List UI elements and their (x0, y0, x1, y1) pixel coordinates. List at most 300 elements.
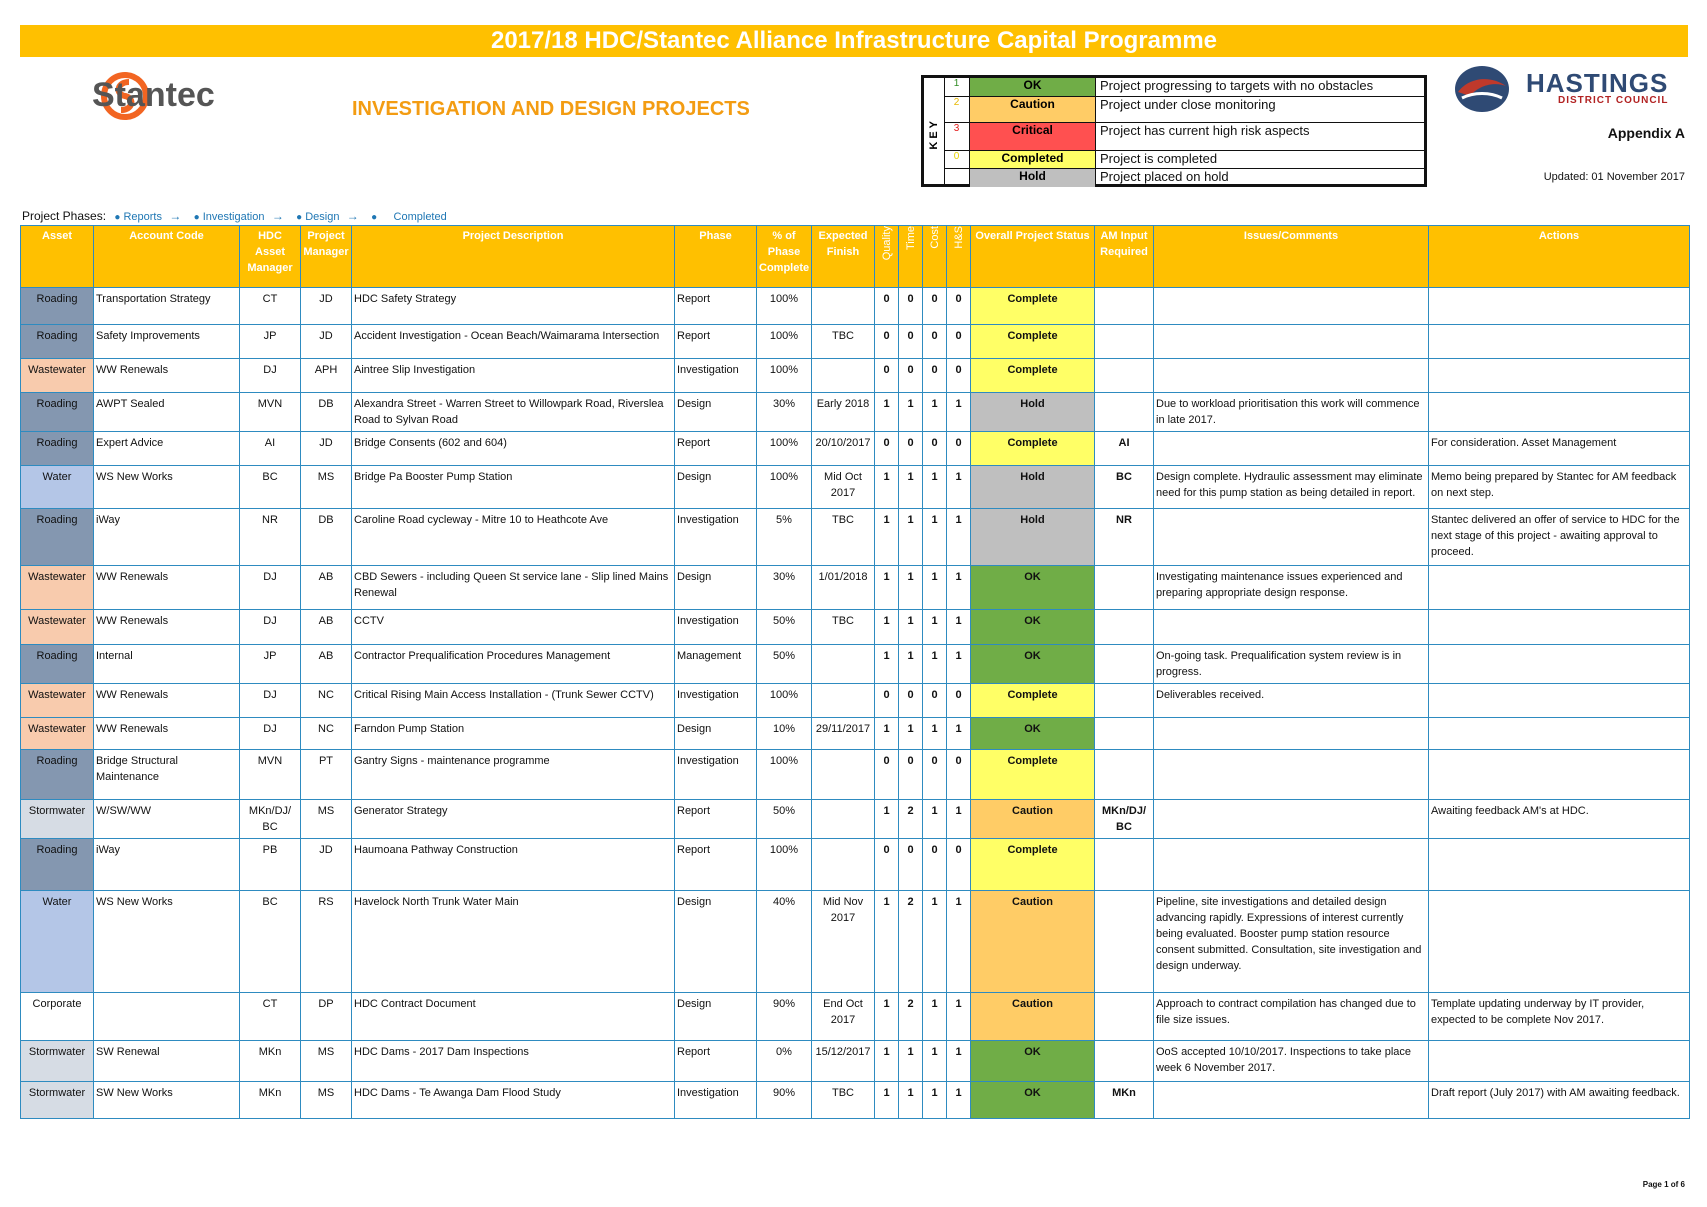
project-manager-cell: DB (301, 509, 352, 566)
hs-indicator: 1 (947, 466, 971, 509)
cost-indicator: 1 (923, 1082, 947, 1119)
description-cell: Accident Investigation - Ocean Beach/Waimarama Intersection (352, 325, 675, 359)
phase-cell: Report (675, 800, 757, 839)
time-indicator: 1 (899, 466, 923, 509)
asset-cell: Roading (21, 750, 94, 800)
account-cell: iWay (94, 509, 240, 566)
cost-indicator: 0 (923, 359, 947, 393)
status-cell: Hold (971, 509, 1095, 566)
hs-indicator: 0 (947, 750, 971, 800)
account-cell: AWPT Sealed (94, 393, 240, 432)
actions-cell (1429, 393, 1690, 432)
actions-cell: Template updating underway by IT provider, expected to be complete Nov 2017. (1429, 993, 1690, 1041)
actions-cell (1429, 645, 1690, 684)
asset-cell: Stormwater (21, 800, 94, 839)
am-input-cell: MKn (1095, 1082, 1154, 1119)
am-input-cell (1095, 891, 1154, 993)
key-side-label: KEY (924, 78, 945, 184)
description-cell: HDC Dams - 2017 Dam Inspections (352, 1041, 675, 1082)
asset-cell: Corporate (21, 993, 94, 1041)
arrow-right-icon: → (346, 209, 359, 223)
issues-cell (1154, 359, 1429, 393)
cost-indicator: 1 (923, 1041, 947, 1082)
key-desc: Project progressing to targets with no obstacles (1100, 78, 1374, 93)
hdc-manager-cell: DJ (240, 610, 301, 645)
cost-indicator: 1 (923, 610, 947, 645)
table-row (21, 1041, 1690, 1082)
finish-cell (812, 839, 875, 891)
hs-indicator: 1 (947, 1082, 971, 1119)
status-cell: Caution (971, 800, 1095, 839)
am-input-cell (1095, 684, 1154, 718)
am-input-cell (1095, 645, 1154, 684)
cost-indicator: 1 (923, 566, 947, 610)
key-row-critical (944, 123, 1427, 151)
actions-cell (1429, 288, 1690, 325)
table-row (21, 800, 1690, 839)
percent-cell: 30% (757, 566, 812, 610)
key-row-caution (944, 97, 1427, 123)
issues-cell (1154, 839, 1429, 891)
phase-cell: Investigation (675, 610, 757, 645)
finish-cell (812, 684, 875, 718)
description-cell: HDC Safety Strategy (352, 288, 675, 325)
account-cell: Bridge Structural Maintenance (94, 750, 240, 800)
bullet-icon: ● (193, 212, 200, 223)
account-cell: Internal (94, 645, 240, 684)
hs-indicator: 1 (947, 891, 971, 993)
asset-cell: Water (21, 466, 94, 509)
finish-cell (812, 359, 875, 393)
account-cell: WW Renewals (94, 610, 240, 645)
time-indicator: 0 (899, 839, 923, 891)
table-row (21, 891, 1690, 993)
percent-cell: 50% (757, 800, 812, 839)
percent-cell: 100% (757, 359, 812, 393)
actions-cell (1429, 325, 1690, 359)
am-input-cell (1095, 325, 1154, 359)
time-indicator: 1 (899, 645, 923, 684)
asset-cell: Roading (21, 509, 94, 566)
key-status: Critical (970, 123, 1096, 150)
key-status: Caution (970, 97, 1096, 122)
hs-indicator: 0 (947, 359, 971, 393)
table-body (21, 288, 1690, 1119)
am-input-cell: BC (1095, 466, 1154, 509)
arrow-right-icon: → (169, 209, 182, 223)
time-indicator: 2 (899, 800, 923, 839)
hdc-manager-cell: BC (240, 891, 301, 993)
col-issues: Issues/Comments (1154, 226, 1429, 288)
status-key (921, 75, 1427, 187)
time-indicator: 1 (899, 610, 923, 645)
percent-cell: 0% (757, 1041, 812, 1082)
table-row (21, 750, 1690, 800)
hs-indicator: 1 (947, 393, 971, 432)
am-input-cell (1095, 839, 1154, 891)
phase-cell: Design (675, 566, 757, 610)
description-cell: Alexandra Street - Warren Street to Willowpark Road, Riverslea Road to Sylvan Road (352, 393, 675, 432)
description-cell: Contractor Prequalification Procedures Management (352, 645, 675, 684)
percent-cell: 10% (757, 718, 812, 750)
asset-cell: Water (21, 891, 94, 993)
description-cell: HDC Contract Document (352, 993, 675, 1041)
project-manager-cell: JD (301, 288, 352, 325)
cost-indicator: 1 (923, 993, 947, 1041)
hdc-manager-cell: NR (240, 509, 301, 566)
actions-cell: For consideration. Asset Management (1429, 432, 1690, 466)
issues-cell (1154, 610, 1429, 645)
description-cell: Critical Rising Main Access Installation - (Trunk Sewer CCTV) (352, 684, 675, 718)
cost-indicator: 0 (923, 839, 947, 891)
cost-indicator: 1 (923, 466, 947, 509)
cost-indicator: 1 (923, 645, 947, 684)
council-subtitle: DISTRICT COUNCIL (1558, 95, 1669, 106)
cost-indicator: 1 (923, 393, 947, 432)
description-cell: CBD Sewers - including Queen St service lane - Slip lined Mains Renewal (352, 566, 675, 610)
status-cell: Hold (971, 393, 1095, 432)
project-manager-cell: RS (301, 891, 352, 993)
percent-cell: 50% (757, 610, 812, 645)
table-row (21, 718, 1690, 750)
am-input-cell: NR (1095, 509, 1154, 566)
percent-cell: 100% (757, 325, 812, 359)
quality-indicator: 0 (875, 325, 899, 359)
quality-indicator: 1 (875, 509, 899, 566)
account-cell: Safety Improvements (94, 325, 240, 359)
cost-indicator: 0 (923, 432, 947, 466)
finish-cell: Mid Nov 2017 (812, 891, 875, 993)
description-cell: Farndon Pump Station (352, 718, 675, 750)
actions-cell (1429, 839, 1690, 891)
key-desc: Project has current high risk aspects (1100, 123, 1310, 138)
am-input-cell: MKn/DJ/ BC (1095, 800, 1154, 839)
am-input-cell (1095, 718, 1154, 750)
am-input-cell (1095, 610, 1154, 645)
asset-cell: Wastewater (21, 359, 94, 393)
phase-cell: Investigation (675, 359, 757, 393)
status-cell: Hold (971, 466, 1095, 509)
cost-indicator: 1 (923, 800, 947, 839)
status-cell: OK (971, 1082, 1095, 1119)
time-indicator: 0 (899, 325, 923, 359)
table-row (21, 509, 1690, 566)
finish-cell: 20/10/2017 (812, 432, 875, 466)
hs-indicator: 0 (947, 325, 971, 359)
table-row (21, 325, 1690, 359)
col-project-manager: Project Manager (301, 226, 352, 288)
phase-cell: Investigation (675, 684, 757, 718)
key-row-ok (944, 78, 1427, 97)
status-cell: Caution (971, 993, 1095, 1041)
issues-cell: Design complete. Hydraulic assessment may eliminate need for this pump station as being detailed in report. (1154, 466, 1429, 509)
finish-cell: TBC (812, 1082, 875, 1119)
finish-cell (812, 645, 875, 684)
table-row (21, 359, 1690, 393)
account-cell: WS New Works (94, 891, 240, 993)
issues-cell: OoS accepted 10/10/2017. Inspections to take place week 6 November 2017. (1154, 1041, 1429, 1082)
finish-cell: 29/11/2017 (812, 718, 875, 750)
actions-cell: Memo being prepared by Stantec for AM feedback on next step. (1429, 466, 1690, 509)
status-cell: Complete (971, 839, 1095, 891)
percent-cell: 40% (757, 891, 812, 993)
hdc-manager-cell: MVN (240, 393, 301, 432)
finish-cell (812, 288, 875, 325)
key-num: 3 (944, 123, 970, 150)
percent-cell: 100% (757, 839, 812, 891)
col-am-input: AM Input Required (1095, 226, 1154, 288)
cost-indicator: 0 (923, 325, 947, 359)
finish-cell (812, 750, 875, 800)
hdc-manager-cell: DJ (240, 566, 301, 610)
actions-cell (1429, 718, 1690, 750)
hs-indicator: 1 (947, 993, 971, 1041)
hs-indicator: 0 (947, 432, 971, 466)
hs-indicator: 1 (947, 800, 971, 839)
account-cell: WW Renewals (94, 359, 240, 393)
percent-cell: 30% (757, 393, 812, 432)
issues-cell (1154, 800, 1429, 839)
quality-indicator: 1 (875, 610, 899, 645)
key-num: 2 (944, 97, 970, 122)
description-cell: HDC Dams - Te Awanga Dam Flood Study (352, 1082, 675, 1119)
project-manager-cell: NC (301, 684, 352, 718)
phase-cell: Design (675, 718, 757, 750)
issues-cell: Deliverables received. (1154, 684, 1429, 718)
account-cell: W/SW/WW (94, 800, 240, 839)
project-manager-cell: MS (301, 466, 352, 509)
status-cell: OK (971, 566, 1095, 610)
appendix-label: Appendix A (1607, 125, 1685, 141)
phase-cell: Design (675, 393, 757, 432)
asset-cell: Roading (21, 393, 94, 432)
col-phase: Phase (675, 226, 757, 288)
description-cell: Generator Strategy (352, 800, 675, 839)
bullet-icon: ● (371, 212, 378, 223)
table-row (21, 393, 1690, 432)
col-percent-complete: % of Phase Complete (757, 226, 812, 288)
actions-cell: Draft report (July 2017) with AM awaiting feedback. (1429, 1082, 1690, 1119)
project-manager-cell: DB (301, 393, 352, 432)
actions-cell (1429, 891, 1690, 993)
hs-indicator: 1 (947, 645, 971, 684)
am-input-cell (1095, 750, 1154, 800)
status-cell: OK (971, 645, 1095, 684)
table-row (21, 432, 1690, 466)
account-cell: SW Renewal (94, 1041, 240, 1082)
finish-cell: Early 2018 (812, 393, 875, 432)
hdc-manager-cell: JP (240, 325, 301, 359)
cost-indicator: 1 (923, 718, 947, 750)
percent-cell: 50% (757, 645, 812, 684)
key-status: Hold (970, 169, 1096, 187)
time-indicator: 1 (899, 509, 923, 566)
quality-indicator: 0 (875, 684, 899, 718)
col-time: Time (899, 226, 923, 288)
percent-cell: 100% (757, 432, 812, 466)
page-subtitle: INVESTIGATION AND DESIGN PROJECTS (352, 98, 750, 120)
issues-cell (1154, 718, 1429, 750)
asset-cell: Roading (21, 839, 94, 891)
hdc-manager-cell: MKn (240, 1041, 301, 1082)
hdc-manager-cell: DJ (240, 359, 301, 393)
description-cell: Havelock North Trunk Water Main (352, 891, 675, 993)
project-manager-cell: JD (301, 325, 352, 359)
asset-cell: Roading (21, 432, 94, 466)
status-cell: Complete (971, 432, 1095, 466)
description-cell: CCTV (352, 610, 675, 645)
table-row (21, 645, 1690, 684)
quality-indicator: 1 (875, 645, 899, 684)
phase-investigation: Investigation (202, 211, 265, 223)
table-row (21, 466, 1690, 509)
col-expected-finish: Expected Finish (812, 226, 875, 288)
table-row (21, 1082, 1690, 1119)
time-indicator: 1 (899, 718, 923, 750)
project-manager-cell: AB (301, 610, 352, 645)
phase-cell: Investigation (675, 509, 757, 566)
finish-cell: TBC (812, 325, 875, 359)
hastings-logo-icon (1452, 62, 1512, 116)
col-actions: Actions (1429, 226, 1690, 288)
account-cell: iWay (94, 839, 240, 891)
percent-cell: 90% (757, 993, 812, 1041)
percent-cell: 100% (757, 288, 812, 325)
quality-indicator: 0 (875, 359, 899, 393)
project-manager-cell: AB (301, 566, 352, 610)
time-indicator: 1 (899, 1082, 923, 1119)
updated-date: Updated: 01 November 2017 (1543, 171, 1685, 183)
hs-indicator: 0 (947, 684, 971, 718)
cost-indicator: 0 (923, 288, 947, 325)
council-name: HASTINGS (1526, 68, 1669, 98)
issues-cell (1154, 288, 1429, 325)
time-indicator: 0 (899, 359, 923, 393)
quality-indicator: 0 (875, 288, 899, 325)
cost-indicator: 0 (923, 684, 947, 718)
col-health-safety: H&S (947, 226, 971, 288)
key-status: Completed (970, 151, 1096, 168)
hdc-manager-cell: DJ (240, 684, 301, 718)
finish-cell: 15/12/2017 (812, 1041, 875, 1082)
time-indicator: 2 (899, 891, 923, 993)
percent-cell: 100% (757, 684, 812, 718)
phase-cell: Report (675, 839, 757, 891)
am-input-cell (1095, 993, 1154, 1041)
key-desc: Project under close monitoring (1100, 97, 1276, 112)
finish-cell: Mid Oct 2017 (812, 466, 875, 509)
hdc-manager-cell: PB (240, 839, 301, 891)
table-row (21, 684, 1690, 718)
asset-cell: Stormwater (21, 1082, 94, 1119)
quality-indicator: 1 (875, 1082, 899, 1119)
hdc-manager-cell: MVN (240, 750, 301, 800)
phase-cell: Design (675, 993, 757, 1041)
table-row (21, 288, 1690, 325)
finish-cell (812, 800, 875, 839)
status-cell: OK (971, 718, 1095, 750)
hs-indicator: 0 (947, 288, 971, 325)
issues-cell: Approach to contract compilation has changed due to file size issues. (1154, 993, 1429, 1041)
actions-cell: Stantec delivered an offer of service to HDC for the next stage of this project - awaiting approval to proceed. (1429, 509, 1690, 566)
table-header-row (21, 226, 1690, 288)
col-hdc-asset-manager: HDC Asset Manager (240, 226, 301, 288)
issues-cell: Pipeline, site investigations and detailed design advancing rapidly. Expressions of interest currently being evaluated. Booster pump station resource consent submitted. Consultation, site investigation and design underway. (1154, 891, 1429, 993)
project-phases-legend (22, 209, 447, 223)
status-cell: OK (971, 610, 1095, 645)
phase-cell: Investigation (675, 1082, 757, 1119)
key-num: 0 (944, 151, 970, 168)
project-manager-cell: MS (301, 800, 352, 839)
percent-cell: 5% (757, 509, 812, 566)
stantec-wordmark: Stantec (92, 76, 215, 114)
hs-indicator: 1 (947, 1041, 971, 1082)
project-manager-cell: MS (301, 1082, 352, 1119)
quality-indicator: 1 (875, 718, 899, 750)
asset-cell: Roading (21, 645, 94, 684)
quality-indicator: 1 (875, 566, 899, 610)
col-overall-status: Overall Project Status (971, 226, 1095, 288)
phase-cell: Report (675, 288, 757, 325)
time-indicator: 0 (899, 288, 923, 325)
finish-cell: TBC (812, 509, 875, 566)
hdc-manager-cell: MKn (240, 1082, 301, 1119)
col-account-code: Account Code (94, 226, 240, 288)
description-cell: Gantry Signs - maintenance programme (352, 750, 675, 800)
col-project-description: Project Description (352, 226, 675, 288)
asset-cell: Roading (21, 288, 94, 325)
issues-cell (1154, 325, 1429, 359)
asset-cell: Roading (21, 325, 94, 359)
hs-indicator: 1 (947, 610, 971, 645)
actions-cell (1429, 359, 1690, 393)
quality-indicator: 1 (875, 993, 899, 1041)
finish-cell: End Oct 2017 (812, 993, 875, 1041)
phase-cell: Design (675, 891, 757, 993)
project-manager-cell: DP (301, 993, 352, 1041)
asset-cell: Stormwater (21, 1041, 94, 1082)
status-cell: Complete (971, 684, 1095, 718)
quality-indicator: 0 (875, 839, 899, 891)
hdc-manager-cell: DJ (240, 718, 301, 750)
cost-indicator: 1 (923, 891, 947, 993)
status-cell: Complete (971, 325, 1095, 359)
percent-cell: 100% (757, 750, 812, 800)
hs-indicator: 1 (947, 718, 971, 750)
key-num: 1 (944, 78, 970, 96)
phase-cell: Investigation (675, 750, 757, 800)
time-indicator: 0 (899, 750, 923, 800)
bullet-icon: ● (114, 212, 121, 223)
actions-cell: Awaiting feedback AM's at HDC. (1429, 800, 1690, 839)
hdc-manager-cell: JP (240, 645, 301, 684)
hdc-manager-cell: CT (240, 288, 301, 325)
phase-cell: Management (675, 645, 757, 684)
actions-cell (1429, 684, 1690, 718)
account-cell (94, 993, 240, 1041)
am-input-cell: AI (1095, 432, 1154, 466)
account-cell: Transportation Strategy (94, 288, 240, 325)
quality-indicator: 0 (875, 750, 899, 800)
key-row-hold (944, 169, 1427, 187)
actions-cell (1429, 750, 1690, 800)
table-row (21, 839, 1690, 891)
key-desc: Project placed on hold (1100, 169, 1229, 184)
am-input-cell (1095, 359, 1154, 393)
project-manager-cell: APH (301, 359, 352, 393)
phase-cell: Design (675, 466, 757, 509)
issues-cell (1154, 1082, 1429, 1119)
